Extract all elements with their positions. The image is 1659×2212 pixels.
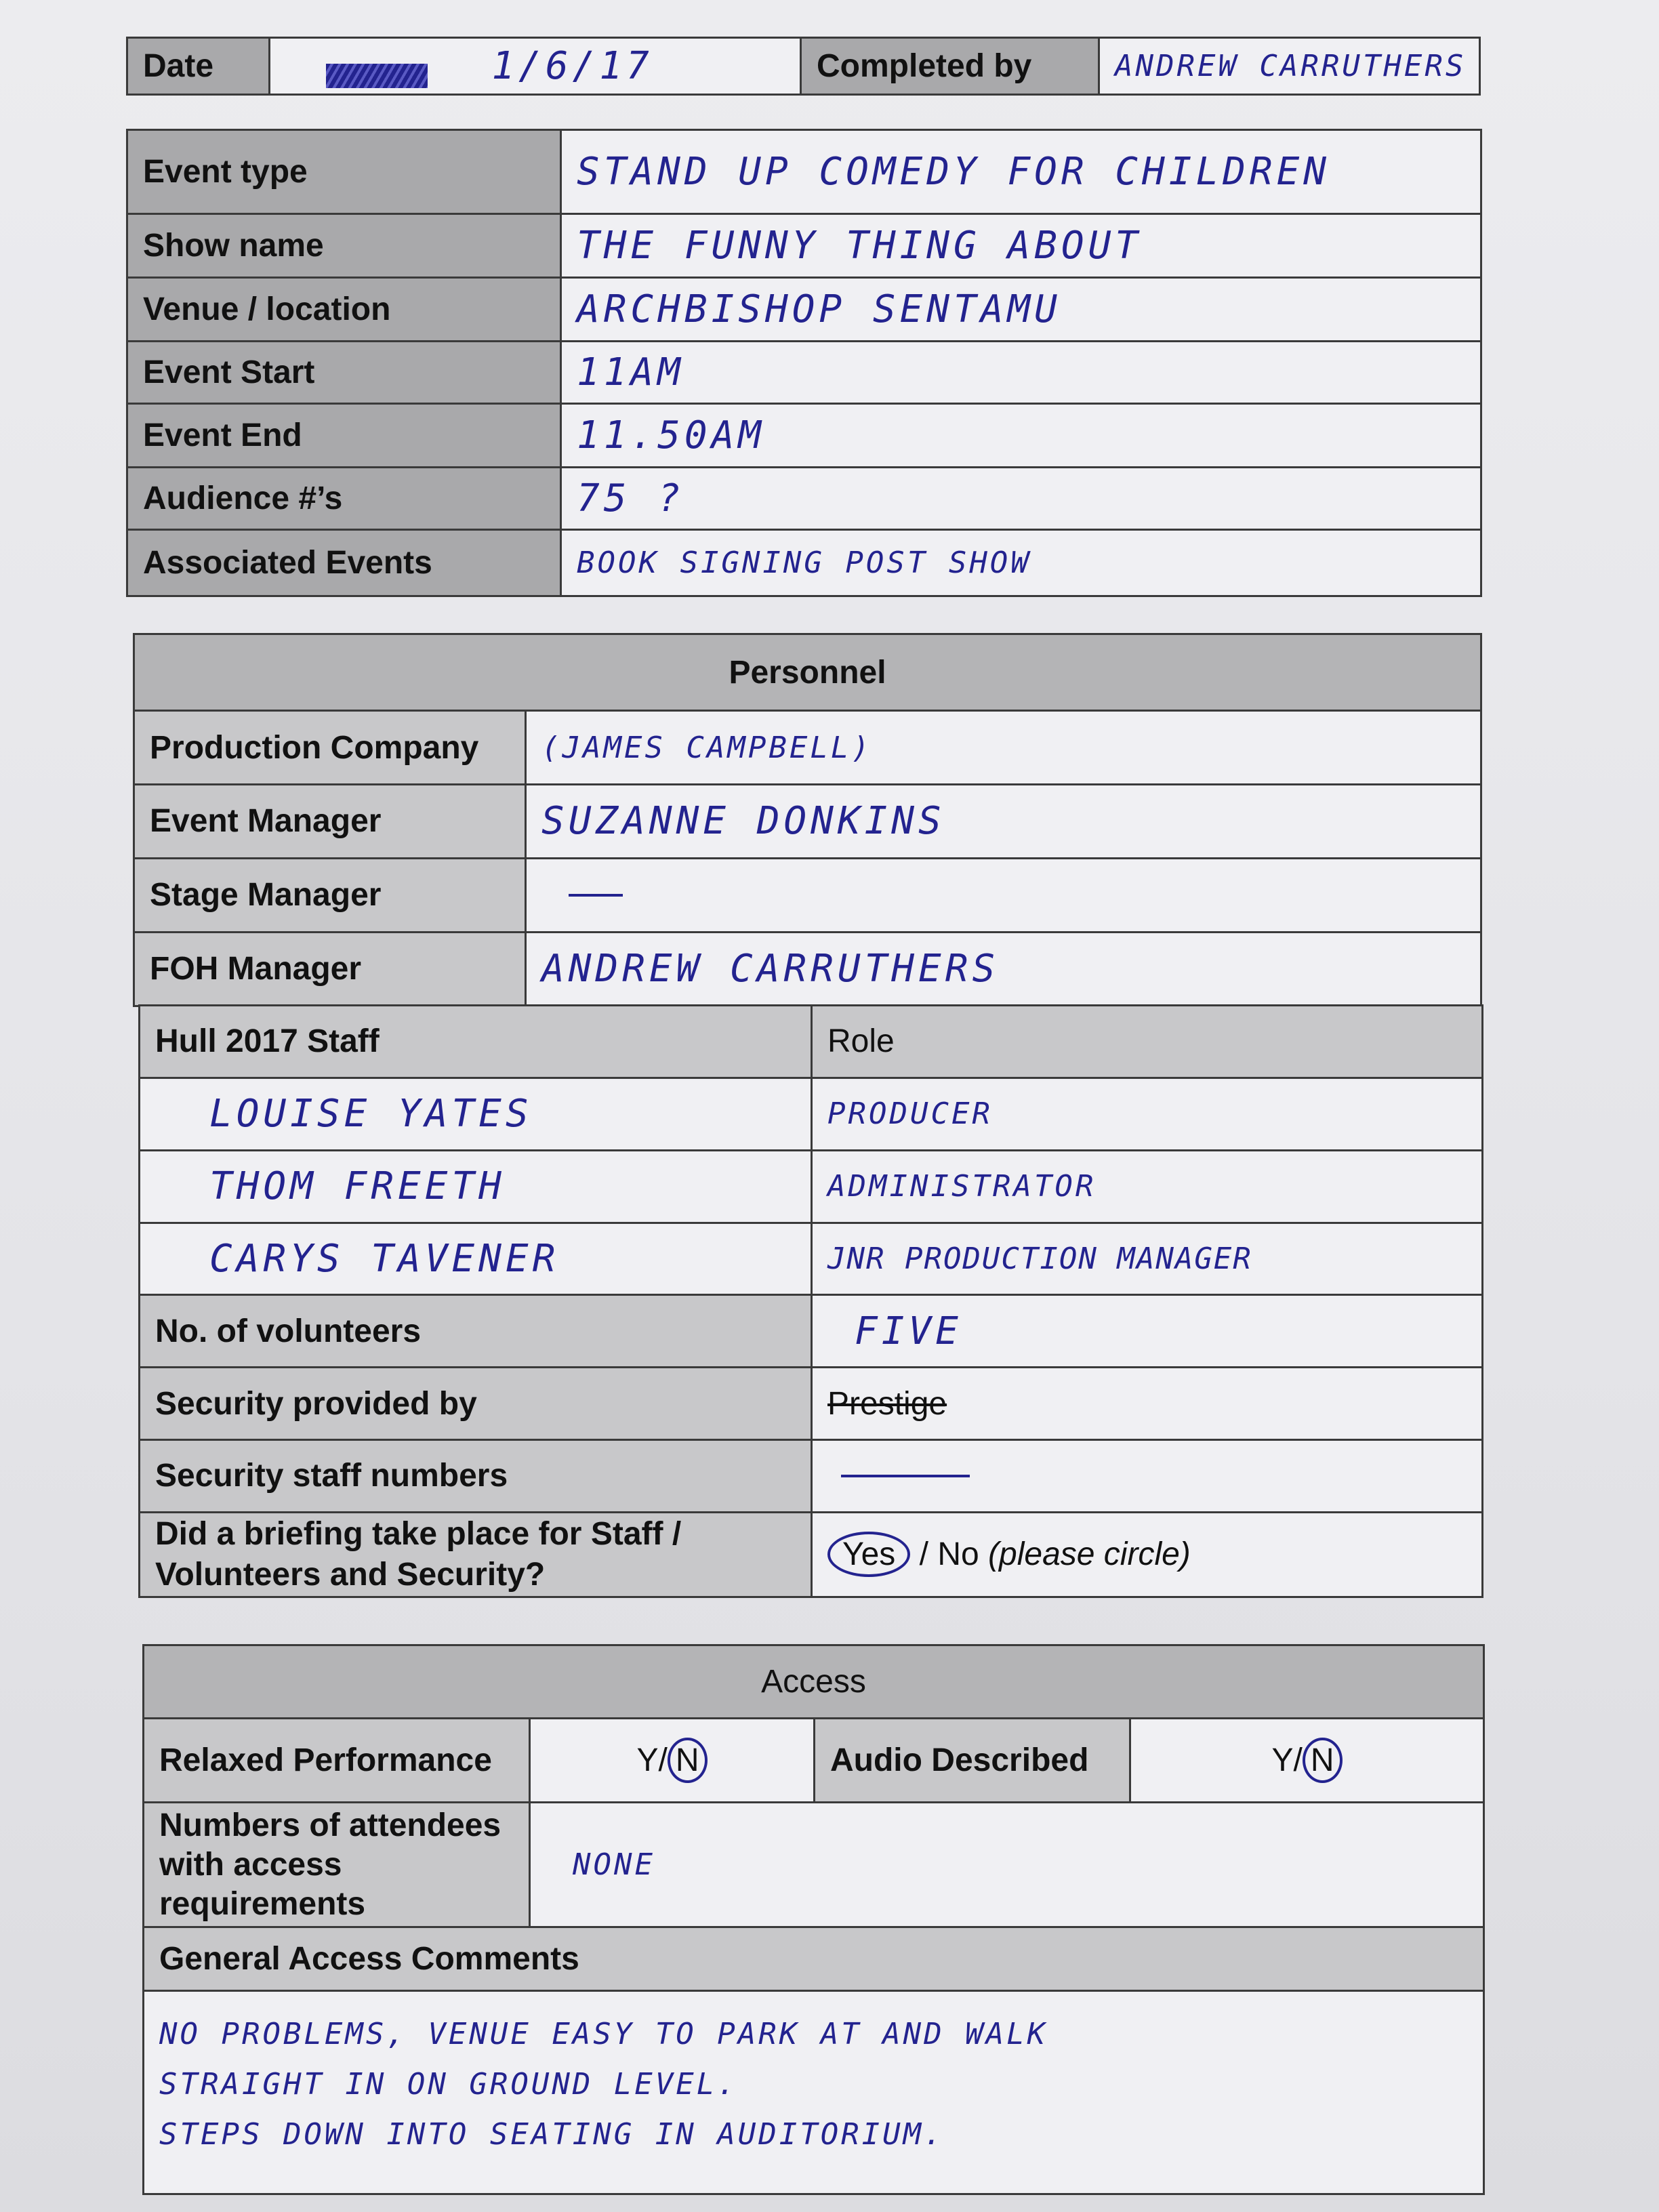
- volunteers-label: No. of volunteers: [140, 1295, 812, 1368]
- staff-role-cell[interactable]: [812, 1150, 1483, 1223]
- completed-by-label: Completed by: [801, 38, 1099, 95]
- event-type-label: Event type: [127, 130, 561, 214]
- associated-events-field[interactable]: [561, 530, 1481, 596]
- table-row: [140, 1223, 1483, 1295]
- staff-name: THOM FREETH: [209, 1164, 506, 1209]
- comment-line: STEPS DOWN INTO SEATING IN AUDITORIUM.: [159, 2117, 945, 2152]
- staff-role-cell[interactable]: [812, 1223, 1483, 1295]
- general-comments-label: General Access Comments: [144, 1927, 1484, 1991]
- event-type-value: STAND UP COMEDY FOR CHILDREN: [577, 150, 1331, 194]
- production-company-field[interactable]: [526, 711, 1481, 785]
- event-end-value: 11.50AM: [577, 413, 766, 457]
- staff-name-cell[interactable]: [140, 1078, 812, 1150]
- event-start-label: Event Start: [127, 342, 561, 404]
- staff-table: [138, 1004, 1483, 1598]
- foh-manager-label: FOH Manager: [134, 932, 526, 1006]
- crossed-out-scribble: [326, 64, 428, 88]
- security-provider-label: Security provided by: [140, 1368, 812, 1440]
- production-company-value: (JAMES CAMPBELL): [541, 730, 872, 765]
- header-table: [126, 37, 1481, 96]
- completed-by-value[interactable]: [1099, 38, 1480, 95]
- stage-manager-label: Stage Manager: [134, 858, 526, 932]
- role-column-header: Role: [812, 1006, 1483, 1078]
- security-numbers-label: Security staff numbers: [140, 1440, 812, 1513]
- relaxed-performance-field[interactable]: [530, 1719, 815, 1803]
- audio-described-label: Audio Described: [815, 1719, 1130, 1803]
- briefing-field[interactable]: [812, 1512, 1483, 1597]
- date-value[interactable]: [270, 38, 801, 95]
- access-attendees-label: Numbers of attendees with access requirements: [144, 1803, 530, 1927]
- audience-value: 75 ?: [577, 476, 684, 520]
- event-manager-label: Event Manager: [134, 785, 526, 859]
- staff-name: CARYS TAVENER: [209, 1236, 560, 1281]
- staff-name-cell[interactable]: [140, 1150, 812, 1223]
- event-manager-field[interactable]: [526, 785, 1481, 859]
- volunteers-field[interactable]: [812, 1295, 1483, 1368]
- security-numbers-dash: [841, 1475, 970, 1477]
- briefing-no[interactable]: No: [937, 1536, 979, 1573]
- access-table: [142, 1644, 1485, 2195]
- event-start-value: 11AM: [577, 350, 684, 394]
- staff-column-header: Hull 2017 Staff: [140, 1006, 812, 1078]
- venue-label: Venue / location: [127, 278, 561, 342]
- event-manager-value: SUZANNE DONKINS: [541, 799, 945, 844]
- venue-field[interactable]: [561, 278, 1481, 342]
- date-label: Date: [127, 38, 270, 95]
- staff-role: PRODUCER: [827, 1097, 993, 1132]
- audience-label: Audience #’s: [127, 468, 561, 530]
- audio-described-field[interactable]: [1130, 1719, 1484, 1803]
- briefing-yes-circled[interactable]: Yes: [827, 1532, 910, 1577]
- audience-field[interactable]: [561, 468, 1481, 530]
- table-row: [140, 1078, 1483, 1150]
- staff-name-cell[interactable]: [140, 1223, 812, 1295]
- audio-y[interactable]: Y: [1271, 1742, 1294, 1778]
- event-end-field[interactable]: [561, 404, 1481, 468]
- access-heading: Access: [144, 1645, 1484, 1719]
- production-company-label: Production Company: [134, 711, 526, 785]
- security-provider-value: Prestige: [827, 1385, 947, 1422]
- access-attendees-field[interactable]: [530, 1803, 1484, 1927]
- show-name-label: Show name: [127, 214, 561, 278]
- comment-line: NO PROBLEMS, VENUE EASY TO PARK AT AND WALK: [159, 2017, 1048, 2051]
- event-type-field[interactable]: [561, 130, 1481, 214]
- associated-events-label: Associated Events: [127, 530, 561, 596]
- event-end-label: Event End: [127, 404, 561, 468]
- personnel-table: [133, 633, 1482, 1007]
- show-name-field[interactable]: [561, 214, 1481, 278]
- briefing-hint: (please circle): [988, 1536, 1191, 1573]
- date-text: 1/6/17: [491, 44, 653, 88]
- event-details-table: [126, 129, 1482, 597]
- show-name-value: THE FUNNY THING ABOUT: [577, 224, 1143, 268]
- general-comments-field[interactable]: [144, 1991, 1484, 2194]
- staff-name: LOUISE YATES: [209, 1092, 533, 1136]
- stage-manager-dash: [569, 894, 623, 897]
- briefing-separator: /: [910, 1536, 938, 1573]
- briefing-label: Did a briefing take place for Staff / Volunteers and Security?: [140, 1512, 812, 1597]
- access-attendees-value: NONE: [573, 1847, 655, 1882]
- event-start-field[interactable]: [561, 342, 1481, 404]
- relaxed-performance-label: Relaxed Performance: [144, 1719, 530, 1803]
- security-provider-field[interactable]: [812, 1368, 1483, 1440]
- volunteers-value: FIVE: [855, 1309, 962, 1353]
- staff-role-cell[interactable]: [812, 1078, 1483, 1150]
- associated-events-value: BOOK SIGNING POST SHOW: [577, 546, 1031, 580]
- foh-manager-field[interactable]: [526, 932, 1481, 1006]
- relaxed-n-circled[interactable]: N: [668, 1738, 708, 1783]
- venue-value: ARCHBISHOP SENTAMU: [577, 287, 1061, 331]
- relaxed-y[interactable]: Y: [636, 1742, 659, 1778]
- comment-line: STRAIGHT IN ON GROUND LEVEL.: [159, 2067, 738, 2102]
- relaxed-slash: /: [658, 1742, 668, 1778]
- completed-by-text: ANDREW CARRUTHERS: [1115, 49, 1467, 83]
- audio-slash: /: [1293, 1742, 1303, 1778]
- personnel-heading: Personnel: [134, 634, 1481, 711]
- security-numbers-field[interactable]: [812, 1440, 1483, 1513]
- audio-n-circled[interactable]: N: [1303, 1738, 1343, 1783]
- table-row: [140, 1150, 1483, 1223]
- staff-role: JNR PRODUCTION MANAGER: [827, 1241, 1252, 1276]
- foh-manager-value: ANDREW CARRUTHERS: [541, 947, 1000, 991]
- stage-manager-field[interactable]: [526, 858, 1481, 932]
- staff-role: ADMINISTRATOR: [827, 1169, 1097, 1204]
